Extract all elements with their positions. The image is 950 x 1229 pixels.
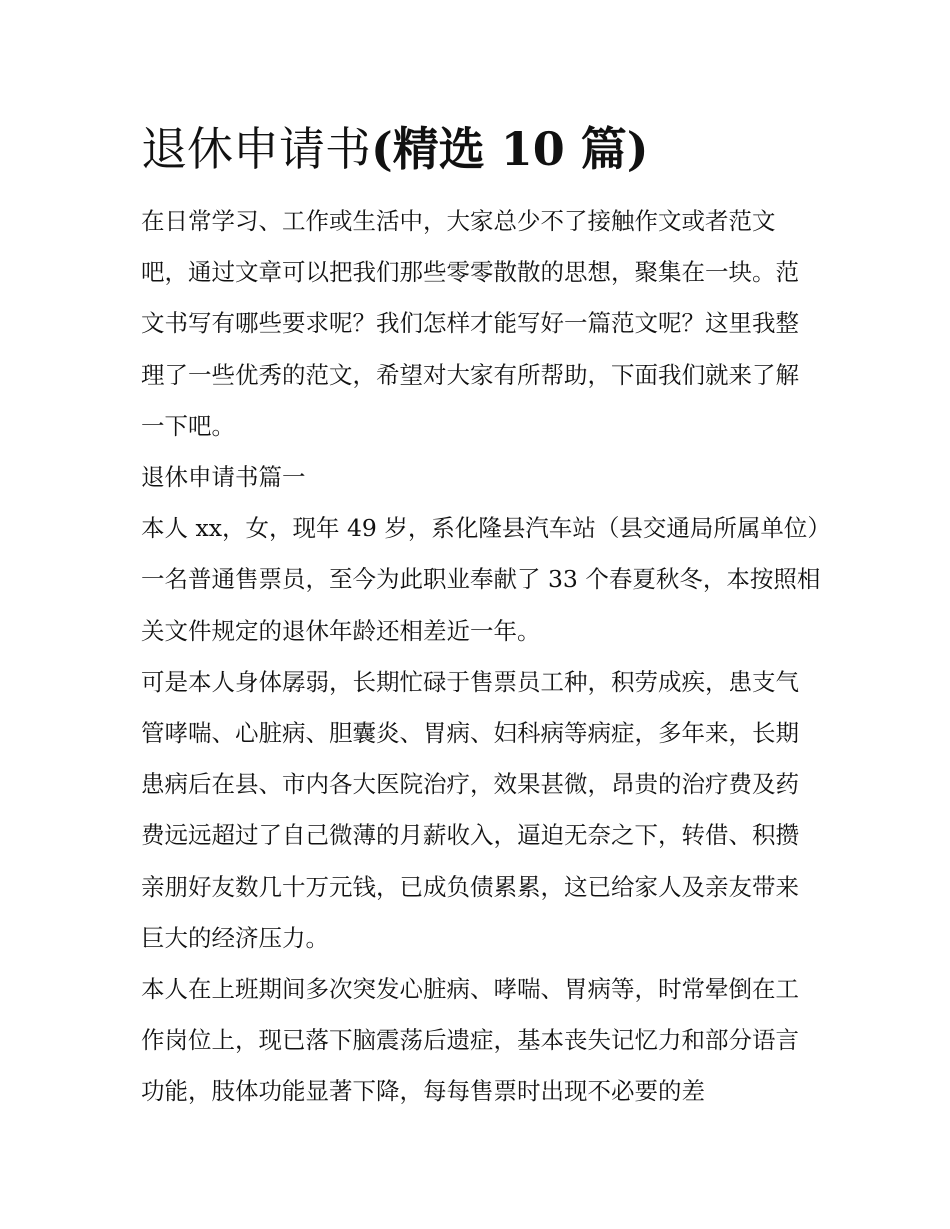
- body-paragraph-2: 可是本人身体孱弱，长期忙碌于售票员工种，积劳成疾，患支气管哮喘、心脏病、胆囊炎、胃病、妇科病等病症，多年来，长期患病后在县、市内各大医院治疗，效果甚微，昂贵的治疗费及药费远远超过了自己微薄的月薪收入，逼迫无奈之下，转借、积攒亲朋好友数几十万元钱，已成负债累累，这已给家人及亲友带来巨大的经济压力。: [141, 667, 799, 952]
- body-paragraph-3: 本人在上班期间多次突发心脏病、哮喘、胃病等，时常晕倒在工作岗位上，现已落下脑震荡后遗症，基本丧失记忆力和部分语言功能，肢体功能显著下降，每每售票时出现不必要的差: [141, 975, 799, 1106]
- title-main: 退休申请书: [141, 122, 371, 176]
- title-paren: (精选 10 篇): [371, 122, 649, 176]
- intro-paragraph: 在日常学习、工作或生活中，大家总少不了接触作文或者范文吧，通过文章可以把我们那些零零散散的思想，聚集在一块。范文书写有哪些要求呢？我们怎样才能写好一篇范文呢？这里我整理了一些优秀的范文，希望对大家有所帮助，下面我们就来了解一下吧。: [141, 207, 799, 440]
- document-body: [141, 118, 821, 1118]
- body-paragraph-1: 本人 xx，女，现年 49 岁，系化隆县汽车站（县交通局所属单位）一名普通售票员，至今为此职业奉献了 33 个春夏秋冬，本按照相关文件规定的退休年龄还相差近一年。: [141, 514, 821, 645]
- section-heading: 退休申请书篇一: [141, 463, 306, 492]
- document-title: [141, 118, 821, 180]
